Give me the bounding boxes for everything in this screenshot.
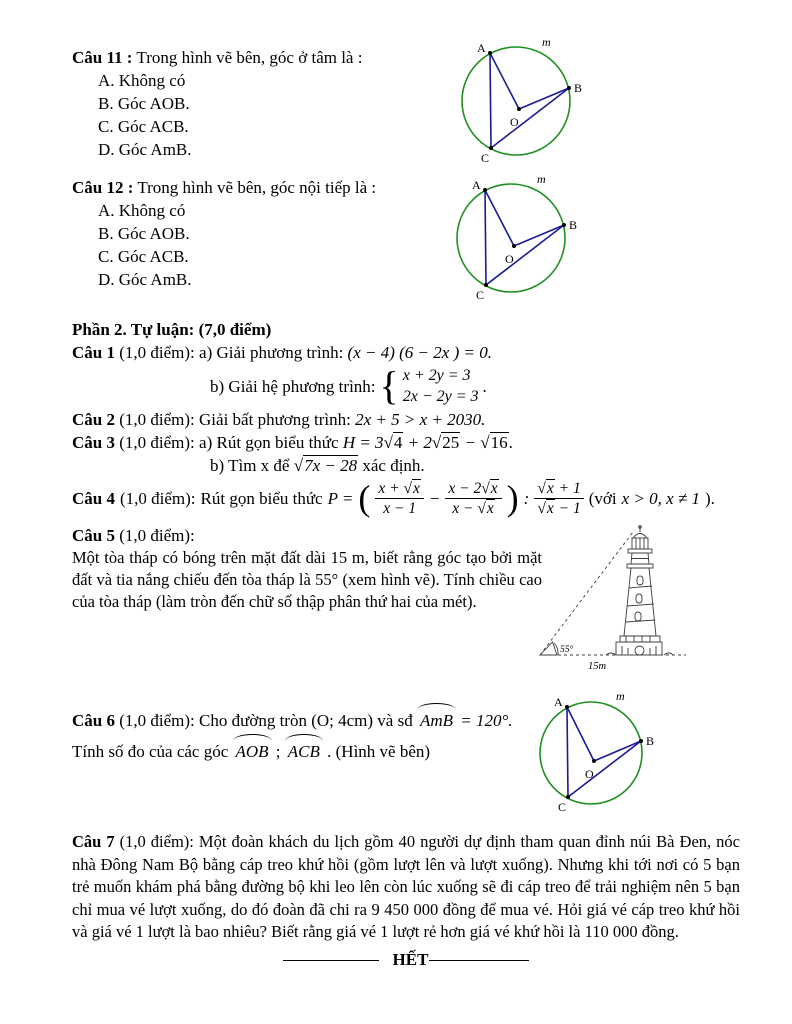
question-4-points: (1,0 điểm): (119, 488, 196, 508)
left-paren: ( (358, 478, 371, 518)
question-6-text-2: Tính số đo của các góc (72, 742, 229, 761)
system-equation-2: 2x − 2y = 3 (402, 388, 479, 405)
question-6-text-1: Cho đường tròn (O; 4cm) và sđ (199, 711, 413, 730)
circle-outline (540, 702, 642, 804)
question-12-label: Câu 12 : (72, 178, 134, 197)
question-11-option-a: A. Không có (98, 71, 186, 90)
system-brace: { (379, 363, 399, 408)
label-m: m (616, 691, 625, 703)
het-label: HẾT (392, 949, 429, 969)
question-2-inequality: 2x + 5 > x + 2030. (355, 410, 486, 429)
circle-diagram-q11 (452, 36, 592, 174)
sqrt-16: √16 (480, 433, 508, 452)
question-6-label: Câu 6 (72, 711, 115, 730)
question-2 (72, 408, 740, 431)
arc-AmB: AmB (417, 705, 456, 736)
p-equals: P = (327, 488, 354, 508)
end-of-exam (72, 948, 740, 971)
label-O: O (585, 767, 594, 781)
label-O: O (505, 252, 514, 266)
question-6-text-3: . (Hình vẽ bên) (327, 742, 431, 761)
question-12 (72, 176, 474, 291)
question-1a-equation: (x − 4) (6 − 2x ) = 0. (347, 343, 492, 362)
circle-outline (462, 47, 570, 155)
lighthouse-diagram (536, 522, 694, 680)
label-m: m (537, 173, 546, 186)
condition-close: ). (704, 488, 715, 508)
label-A: A (477, 41, 486, 55)
label-C: C (481, 151, 490, 165)
question-1a-text: a) Giải phương trình: (199, 343, 344, 362)
part2-heading: Phần 2. Tự luận: (7,0 điểm) (72, 320, 272, 339)
label-O: O (510, 115, 519, 129)
system-equation-1: x + 2y = 3 (402, 367, 471, 384)
question-3-points: (1,0 điểm): (119, 433, 195, 452)
label-B: B (646, 734, 655, 748)
label-A: A (554, 695, 563, 709)
question-3a-expression: H = 3√4 + 2√25 − √16. (342, 433, 513, 452)
label-C: C (476, 288, 485, 302)
question-2-label: Câu 2 (72, 410, 115, 429)
question-1-line-a (72, 341, 740, 364)
question-1-line-b (210, 364, 740, 408)
label-B: B (569, 218, 578, 232)
sqrt-4: √4 (383, 433, 403, 452)
question-2-text: Giải bất phương trình: (199, 410, 351, 429)
question-3a-text: a) Rút gọn biểu thức (199, 433, 339, 452)
condition-math: x > 0, x ≠ 1 (621, 488, 700, 508)
angle-ACB: ACB (285, 736, 323, 767)
circle-outline (457, 184, 565, 292)
question-3-label: Câu 3 (72, 433, 115, 452)
question-11-prompt: Trong hình vẽ bên, góc ở tâm là : (136, 48, 363, 67)
separator: ; (275, 742, 281, 761)
question-7-points: (1,0 điểm): (119, 832, 194, 851)
question-5-body: Một tòa tháp có bóng trên mặt đất dài 15 m, biết rằng góc tạo bởi mặt đất và tia nắng chiếu đến tòa tháp là 55° (xem hình vẽ). Tính chiều cao của tòa tháp (làm tròn đến chữ số thập phân thứ hai của mét). (72, 548, 542, 611)
question-5-label: Câu 5 (72, 526, 115, 545)
sqrt-7x-28: √7x − 28 (293, 456, 358, 475)
equation-system (403, 365, 479, 407)
question-7-body: Một đoàn khách du lịch gồm 40 người dự định tham quan đỉnh núi Bà Đen, nóc nhà Đông Nam Bộ bằng cáp treo khứ hồi (gồm lượt lên và lượt xuống). Nhưng khi tới nơi có 5 bạn trẻ muốn khám phá bằng đường bộ khi leo lên còn lúc xuống sẽ đi cáp treo để trải nghiệm nên 5 bạn chỉ mua vé lượt xuống, do đó đoàn đã chi ra 9 450 000 đồng để mua vé. Hỏi giá vé cáp treo khứ hồi và giá vé 1 lượt là bao nhiêu? Biết rằng giá vé 1 lượt rẻ hơn giá vé khứ hồi là 110 000 đồng. (72, 832, 740, 941)
question-11-option-d: D. Góc AmB. (98, 140, 192, 159)
question-12-option-c: C. Góc ACB. (98, 247, 189, 266)
minus-sign: − (428, 488, 441, 508)
label-B: B (574, 81, 583, 95)
fraction-2: $\frac{x - 2√x}{x - √x}$ (445, 480, 501, 517)
question-6-points: (1,0 điểm): (119, 711, 195, 730)
question-1-points: (1,0 điểm): (119, 343, 195, 362)
question-2-points: (1,0 điểm): (119, 410, 195, 429)
angle-label: 55° (560, 645, 574, 655)
sqrt-25: √25 (431, 433, 460, 452)
label-C: C (558, 800, 567, 814)
circle-diagram-q12 (447, 173, 587, 311)
footer-rule-left (283, 960, 379, 961)
question-4 (72, 478, 740, 518)
question-11-option-c: C. Góc ACB. (98, 117, 189, 136)
base-length-label: 15m (588, 661, 607, 672)
question-1b-text: b) Giải hệ phương trình: (210, 376, 376, 396)
question-11 (72, 46, 474, 161)
question-12-option-b: B. Góc AOB. (98, 224, 190, 243)
footer-rule-right (429, 960, 529, 961)
circle-diagram-q6 (530, 691, 665, 823)
question-4-text: Rút gọn biểu thức (200, 488, 323, 508)
question-7-label: Câu 7 (72, 832, 115, 851)
system-period: . (482, 376, 487, 396)
question-12-option-d: D. Góc AmB. (98, 270, 192, 289)
fraction-3: $\frac{√x + 1}{√x - 1}$ (534, 480, 583, 517)
question-11-option-b: B. Góc AOB. (98, 94, 190, 113)
question-7 (72, 831, 740, 944)
fraction-1: $\frac{x + √x}{x - 1}$ (375, 480, 424, 517)
question-3b-tail: xác định. (362, 456, 425, 475)
lighthouse-sketch (540, 525, 686, 655)
condition-open: (với (588, 488, 617, 508)
question-3-line-a (72, 431, 740, 454)
question-4-label: Câu 4 (72, 488, 115, 508)
question-12-option-a: A. Không có (98, 201, 186, 220)
question-11-label: Câu 11 : (72, 48, 133, 67)
right-paren: ) (506, 478, 519, 518)
colon-sign: : (523, 488, 530, 508)
label-m: m (542, 36, 551, 49)
arc-measure: = 120°. (460, 711, 513, 730)
question-3-line-b (210, 454, 740, 478)
question-5-points: (1,0 điểm): (119, 526, 195, 545)
label-A: A (472, 178, 481, 192)
question-1-label: Câu 1 (72, 343, 115, 362)
question-3b-text: b) Tìm x để (210, 456, 290, 475)
question-12-prompt: Trong hình vẽ bên, góc nội tiếp là : (137, 178, 377, 197)
angle-AOB: AOB (233, 736, 272, 767)
